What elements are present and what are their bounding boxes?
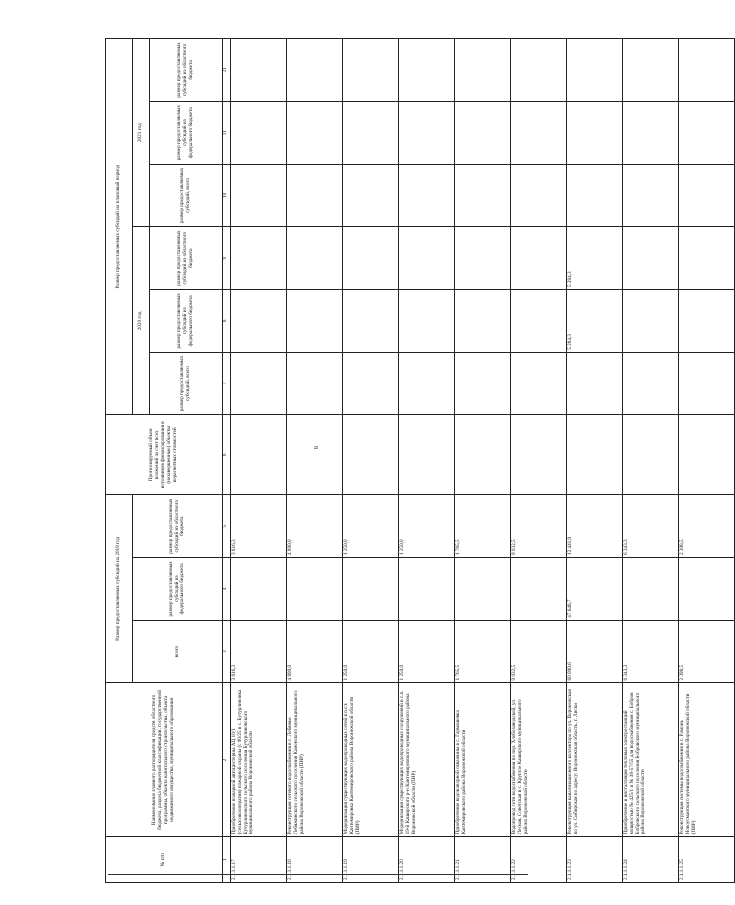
row-code: 2.1.1.1.17 (231, 837, 287, 883)
row-2021-fed (679, 101, 735, 164)
row-total-2019: 3 816,3 (231, 620, 287, 683)
table-row (343, 39, 399, 883)
row-2021-obl (343, 39, 399, 102)
row-2021-total (623, 164, 679, 227)
row-2021-total (567, 164, 623, 227)
row-forecast (567, 415, 623, 495)
table-row (511, 39, 567, 883)
rotated-table-container (105, 38, 697, 883)
row-fed-2019 (511, 558, 567, 621)
row-2021-total (399, 164, 455, 227)
table-row (679, 39, 735, 883)
table-row (287, 39, 343, 883)
row-2020-obl (623, 227, 679, 290)
row-code: 2.1.1.1.18 (287, 837, 343, 883)
row-obl-2019: 2 398,5 (679, 495, 735, 558)
row-2021-obl (231, 39, 287, 102)
row-forecast (231, 415, 287, 495)
header-fed-2019: размер предоставляемых субсидий из федерального бюджета (133, 558, 223, 621)
row-fed-2019: 47 648,7 (567, 558, 623, 621)
row-2021-obl (287, 39, 343, 102)
col-num: 1 (223, 837, 231, 883)
row-2021-fed (623, 101, 679, 164)
row-total-2019: 1 765,5 (455, 620, 511, 683)
col-num: 11 (223, 101, 231, 164)
row-2020-total (343, 352, 399, 415)
row-fed-2019 (679, 558, 735, 621)
row-2020-total (511, 352, 567, 415)
row-forecast (623, 415, 679, 495)
row-2020-total (287, 352, 343, 415)
row-2020-obl (287, 227, 343, 290)
row-2021-total (511, 164, 567, 227)
row-2021-obl (679, 39, 735, 102)
row-name: Приобретение и инсталляция тепловых электростанций мощностью № 425/1 и № 38-57/55 для водоснабжения с. Бобров Бобровского сельского поселения Бобровского муниципального района Воронежской области (623, 683, 679, 837)
row-2020-obl (679, 227, 735, 290)
row-2020-obl (455, 227, 511, 290)
row-2021-fed (567, 101, 623, 164)
row-obl-2019: 9 032,5 (511, 495, 567, 558)
row-name: Реконструкция системы водоснабжения в с. Рамонь Новоусманского муниципального района Воронежской области (ПИР) (679, 683, 735, 837)
row-name: Модернизация существующих водопроводных сооружений в с.п. 19-й Каширского р-н Кантемировского муниципального района Воронежской области (ПИР) (399, 683, 455, 837)
row-2020-total (399, 352, 455, 415)
row-total-2019: 9 032,5 (511, 620, 567, 683)
row-obl-2019: 3 816,3 (231, 495, 287, 558)
row-fed-2019 (287, 558, 343, 621)
row-2021-fed (343, 101, 399, 164)
row-2021-fed (455, 101, 511, 164)
row-2020-fed (623, 290, 679, 353)
column-number-row (223, 39, 231, 883)
row-2020-obl: 5 284,3 (567, 227, 623, 290)
row-2020-total (455, 352, 511, 415)
row-2020-total (679, 352, 735, 415)
row-total-2019: 2 398,5 (679, 620, 735, 683)
row-2021-total (455, 164, 511, 227)
col-num: 2 (223, 683, 231, 837)
row-code: 2.1.1.1.25 (679, 837, 735, 883)
row-forecast (343, 415, 399, 495)
row-2021-total (679, 164, 735, 227)
header-name: Наименование главного распорядителя средств областного бюджета, раздела бюджетной классификации, государственной программы, объекта капитального строительства, объекта недвижимого имущества, муниципального образования (106, 683, 223, 837)
row-total-2019: 60 090,6 (567, 620, 623, 683)
row-forecast (511, 415, 567, 495)
row-2021-fed (287, 101, 343, 164)
header-obl-2019: размер предоставляемых субсидий из областного бюджета (133, 495, 223, 558)
header-2021-total: размер предоставляемых субсидий, всего (150, 164, 223, 227)
row-obl-2019: 1 250,0 (399, 495, 455, 558)
row-2020-obl (343, 227, 399, 290)
footer-rule (108, 874, 528, 875)
subsidies-table (105, 38, 735, 883)
row-2021-obl (511, 39, 567, 102)
row-total-2019: 6 343,3 (623, 620, 679, 683)
row-2020-obl (511, 227, 567, 290)
header-2020-total: размер предоставляемых субсидий, всего (150, 352, 223, 415)
col-num: 8 (223, 290, 231, 353)
header-year-2020: 2020 год (133, 227, 150, 415)
row-obl-2019: 1 765,5 (455, 495, 511, 558)
page-number: 8 (312, 446, 318, 449)
col-num: 21 (223, 39, 231, 102)
row-total-2019: 4 890,0 (287, 620, 343, 683)
row-2021-total (287, 164, 343, 227)
row-obl-2019: 12 441,9 (567, 495, 623, 558)
header-row-1 (106, 39, 133, 883)
row-forecast (679, 415, 735, 495)
row-2021-total (231, 164, 287, 227)
row-name: Реконструкция сетевого водоснабжения в с. Лебяжье Лебяжинского сельского поселения Каменского муниципального района Воронежской области (ПИР) (287, 683, 343, 837)
row-2020-fed (455, 290, 511, 353)
header-2020-obl: размер предоставляемых субсидий из областного бюджета (150, 227, 223, 290)
header-2021-obl: размер предоставляемых субсидий из областного бюджета (150, 39, 223, 102)
row-total-2019: 1 250,0 (343, 620, 399, 683)
header-num: № п/п (106, 837, 223, 883)
row-2020-fed (231, 290, 287, 353)
table-row (231, 39, 287, 883)
row-obl-2019: 6 343,3 (623, 495, 679, 558)
row-forecast (455, 415, 511, 495)
row-code: 2.1.1.1.20 (399, 837, 455, 883)
col-num: 4 (223, 558, 231, 621)
row-2020-total (623, 352, 679, 415)
row-name: Водопровод сети водоснабжения по пер. Хлебозаводской, ул. Лесная, Советская в с. Круглое Каширского муниципального района Воронежской области (511, 683, 567, 837)
header-size-2019: Размер предоставляемых субсидий на 2019 год (106, 495, 133, 683)
row-obl-2019: 4 890,0 (287, 495, 343, 558)
row-code: 2.1.1.1.23 (567, 837, 623, 883)
row-code: 2.1.1.1.19 (343, 837, 399, 883)
row-2020-obl (399, 227, 455, 290)
row-forecast (399, 415, 455, 495)
row-code: 2.1.1.1.24 (623, 837, 679, 883)
header-2020-fed: размер предоставляемых субсидий из федерального бюджета (150, 290, 223, 353)
row-2021-obl (567, 39, 623, 102)
header-size-period: Размер предоставляемых субсидий на плановый период (106, 39, 133, 415)
row-2021-obl (455, 39, 511, 102)
row-fed-2019 (455, 558, 511, 621)
row-2021-total (343, 164, 399, 227)
col-num: 10 (223, 164, 231, 227)
row-total-2019: 1 250,0 (399, 620, 455, 683)
header-forecast: Прогнозируемый объем вложений за счет всех источников финансирования в (незавершенные) объекты нерасчетных стоимостей (106, 415, 223, 495)
col-num: 7 (223, 352, 231, 415)
col-num: 3 (223, 620, 231, 683)
row-2021-fed (399, 101, 455, 164)
row-2021-obl (399, 39, 455, 102)
table-row (567, 39, 623, 883)
col-num: 9 (223, 227, 231, 290)
row-2020-fed: 5 284,3 (567, 290, 623, 353)
row-fed-2019 (231, 558, 287, 621)
row-name: Реконструкция канализационного коллектора по ул. Воронежская по ул. Сибирская по адресу: Воронежская область, г. Лиски (567, 683, 623, 837)
table-row (399, 39, 455, 883)
row-2020-fed (679, 290, 735, 353)
col-num: 6 (223, 415, 231, 495)
table-row (623, 39, 679, 883)
row-obl-2019: 1 250,0 (343, 495, 399, 558)
row-2020-fed (399, 290, 455, 353)
row-2020-fed (343, 290, 399, 353)
row-2021-fed (511, 101, 567, 164)
row-2020-obl (231, 227, 287, 290)
row-fed-2019 (343, 558, 399, 621)
row-2020-total (567, 352, 623, 415)
row-fed-2019 (623, 558, 679, 621)
row-forecast (287, 415, 343, 495)
row-fed-2019 (399, 558, 455, 621)
row-2020-fed (511, 290, 567, 353)
table-row (455, 39, 511, 883)
row-name: Приобретение водонапорной скважины в с. Гармашевка Кантемировского района Воронежской области (455, 683, 511, 837)
header-total: всего (133, 620, 223, 683)
row-2021-obl (623, 39, 679, 102)
row-code: 2.1.1.1.22 (511, 837, 567, 883)
header-2021-fed: размер предоставляемых субсидий из федерального бюджета (150, 101, 223, 164)
row-name: Приобретение пожарной автоцистерны АЦ 10/1 (сельхозкооператив) пожарной охраны (с 90/25 в с. Бутурлиновка Бутурлиновского сельского поселения Бутурлиновского муниципального района Воронежской области (231, 683, 287, 837)
row-code: 2.1.1.1.21 (455, 837, 511, 883)
header-year-2021: 2021 год (133, 39, 150, 227)
row-2020-total (231, 352, 287, 415)
row-2021-fed (231, 101, 287, 164)
row-2020-fed (287, 290, 343, 353)
row-name: Модернизация существующих водопроводных сетей в п.г.т. Кантемировка Кантемировского района Воронежской области (ПИР) (343, 683, 399, 837)
col-num: 5 (223, 495, 231, 558)
